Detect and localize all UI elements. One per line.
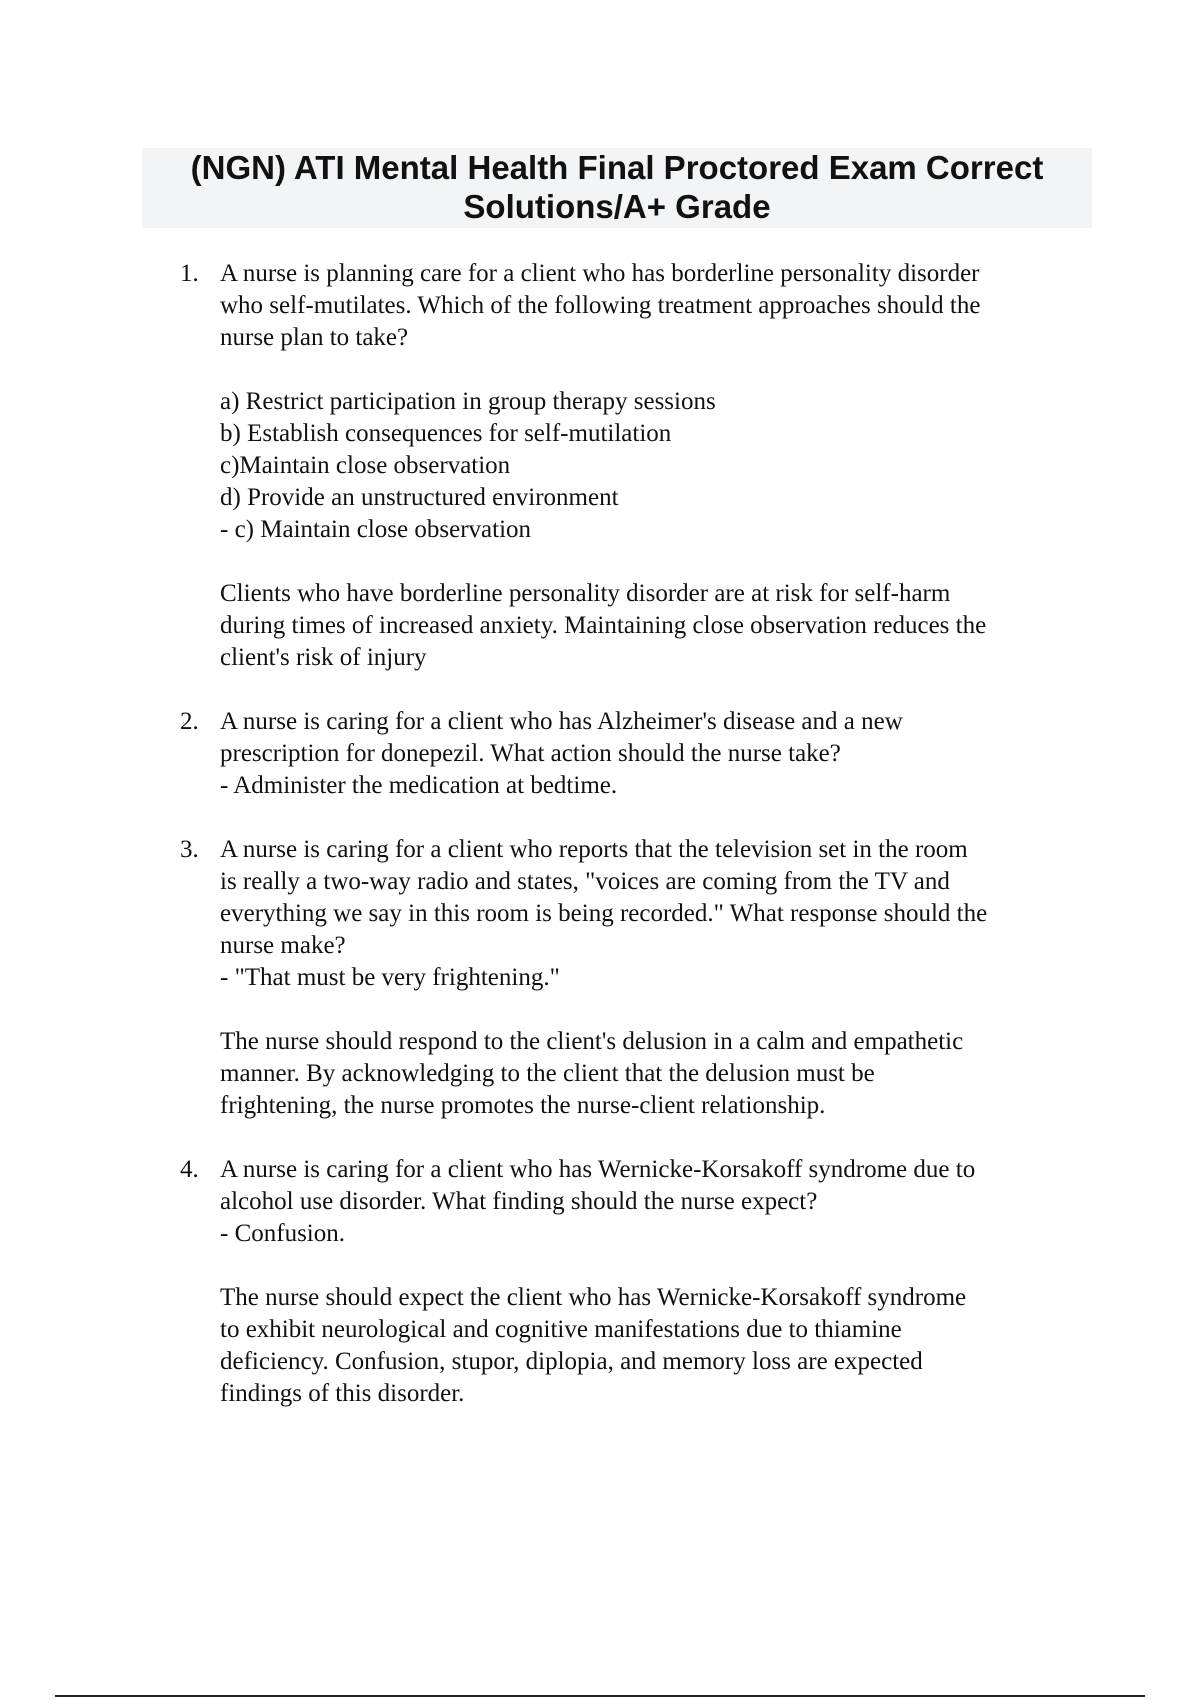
question-stem-line: who self-mutilates. Which of the following treatment approaches should the: [220, 292, 981, 319]
answer-option: b) Establish consequences for self-mutilation: [220, 420, 672, 447]
correct-answer: - c) Maintain close observation: [220, 516, 532, 543]
question-stem-line: A nurse is caring for a client who has Wernicke-Korsakoff syndrome due to: [220, 1156, 976, 1183]
correct-answer: - "That must be very frightening.": [220, 964, 560, 991]
correct-answer: - Administer the medication at bedtime.: [220, 772, 618, 799]
title-line: Solutions/A+ Grade: [463, 188, 771, 225]
question-number: 4.: [180, 1156, 199, 1183]
question-stem-line: is really a two-way radio and states, "voices are coming from the TV and: [220, 868, 950, 895]
rationale-line: during times of increased anxiety. Maintaining close observation reduces the: [220, 612, 987, 639]
question-stem-line: alcohol use disorder. What finding should the nurse expect?: [220, 1188, 818, 1215]
question-stem-line: nurse make?: [220, 932, 346, 959]
rationale-line: The nurse should respond to the client's delusion in a calm and empathetic: [220, 1028, 964, 1055]
question-2: [180, 706, 1100, 802]
question-4: [180, 1154, 1100, 1410]
rationale-line: client's risk of injury: [220, 644, 427, 671]
question-number: 3.: [180, 836, 199, 863]
rationale-line: Clients who have borderline personality disorder are at risk for self-harm: [220, 580, 951, 607]
rationale-line: manner. By acknowledging to the client that the delusion must be: [220, 1060, 875, 1087]
question-stem-line: A nurse is caring for a client who has Alzheimer's disease and a new: [220, 708, 903, 735]
question-stem-line: A nurse is caring for a client who reports that the television set in the room: [220, 836, 968, 863]
rationale-line: findings of this disorder.: [220, 1380, 465, 1407]
rationale-line: The nurse should expect the client who has Wernicke-Korsakoff syndrome: [220, 1284, 967, 1311]
answer-option: a) Restrict participation in group therapy sessions: [220, 388, 716, 415]
question-stem-line: everything we say in this room is being recorded." What response should the: [220, 900, 988, 927]
answer-option: d) Provide an unstructured environment: [220, 484, 619, 511]
correct-answer: - Confusion.: [220, 1220, 345, 1247]
question-number: 1.: [180, 260, 199, 287]
question-number: 2.: [180, 708, 199, 735]
answer-option: c)Maintain close observation: [220, 452, 511, 479]
document-title: [142, 148, 1092, 228]
question-1: [180, 258, 1100, 674]
question-stem-line: prescription for donepezil. What action should the nurse take?: [220, 740, 841, 767]
footer-divider: [55, 1695, 1145, 1697]
rationale-line: frightening, the nurse promotes the nurse-client relationship.: [220, 1092, 826, 1119]
title-line: (NGN) ATI Mental Health Final Proctored Exam Correct: [190, 149, 1044, 186]
rationale-line: deficiency. Confusion, stupor, diplopia, and memory loss are expected: [220, 1348, 923, 1375]
question-stem-line: nurse plan to take?: [220, 324, 409, 351]
question-list: [180, 258, 1100, 1442]
question-3: [180, 834, 1100, 1122]
question-stem-line: A nurse is planning care for a client who has borderline personality disorder: [220, 260, 980, 287]
rationale-line: to exhibit neurological and cognitive manifestations due to thiamine: [220, 1316, 902, 1343]
